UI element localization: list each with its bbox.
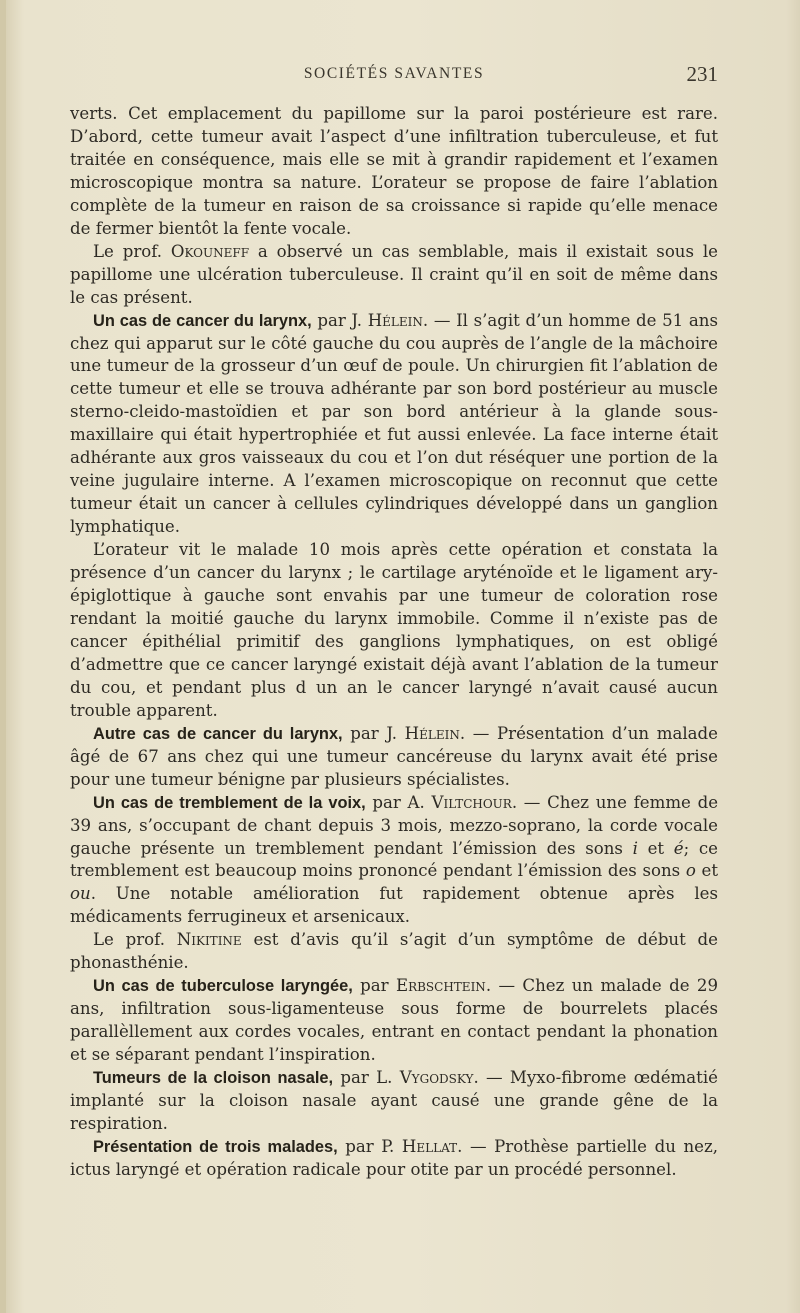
section-heading: Un cas de tremblement de la voix,: [93, 793, 366, 812]
author-name: Erbschtein: [395, 976, 486, 996]
paragraph-nikitine: [70, 929, 718, 975]
paragraph-continued: [70, 103, 718, 241]
paragraph-lead: par L.: [333, 1068, 400, 1088]
author-name: Hellat: [401, 1136, 458, 1156]
running-head-title: SOCIÉTÉS SAVANTES: [303, 65, 485, 82]
section-trois-malades: [70, 1136, 718, 1182]
running-head: [70, 62, 718, 92]
paragraph-text: . — Il s’agit d’un homme de 51 ans chez qui apparut sur le côté gauche du cou auprès de l’angle de la mâchoire une tumeur de la grosseur d’un œuf de poule. Un chirurgien fit l’ablation de cette tumeur et elle se trouva adhérante par son bord postérieur au muscle sterno-cleido-mastoïdien et par son bord antérieur à la glande sous-maxillaire qui était hypertrophiée et fut aussi enlevée. La face interne était adhérante aux gros vaisseaux du cou et l’on dut réséquer une portion de la veine jugulaire interne. A l’examen microscopique on reconnut que cette tumeur était un cancer à cellules cylindriques développé dans un ganglion lymphatique.: [70, 310, 718, 537]
paragraph-text: ; ce tremblement est beaucoup moins prononcé pendant l’émission des sons: [70, 838, 718, 881]
author-name: Nikitine: [176, 930, 242, 950]
section-heading: Autre cas de cancer du larynx,: [93, 724, 343, 743]
paragraph-okouneff: [70, 241, 718, 310]
paragraph-lead: par P.: [337, 1136, 402, 1156]
section-cancer-larynx: [70, 310, 718, 540]
paragraph-lead: par A.: [365, 792, 432, 812]
body-text: [70, 103, 718, 1182]
paragraph-text: . — Prothèse partielle du nez, ictus laryngé et opération radicale pour otite par un procédé personnel.: [70, 1136, 718, 1179]
paragraph-text: . — Chez une femme de 39 ans, s’occupant de chant depuis 3 mois, mezzo-soprano, la corde vocale gauche présente un tremblement pendant l’émission des sons: [70, 792, 719, 858]
paragraph-orateur: [70, 539, 718, 723]
italic-sound: é: [673, 838, 684, 858]
paragraph-text: . — Chez un malade de 29 ans, infiltration sous-ligamenteuse sous forme de bourrelets placés parallèllement aux cordes vocales, entrant en contact pendant la phonation et se séparant pendant l’inspiration.: [70, 976, 719, 1065]
section-autre-cancer: [70, 723, 718, 792]
section-heading: Un cas de cancer du larynx,: [93, 311, 312, 330]
author-name: Viltchour: [431, 792, 512, 812]
section-heading: Un cas de tuberculose laryngée,: [93, 977, 353, 996]
paragraph-text: L’orateur vit le malade 10 mois après cette opération et constata la présence d’un cancer du larynx ; le cartilage aryténoïde et le ligament ary-épiglottique à gauche sont envahis par une tumeur de coloration rose rendant la moitié gauche du larynx immobile. Comme il n’existe pas de cancer épithélial primitif des ganglions lymphatiques, on est obligé d’admettre que ce cancer laryngé existait déjà avant l’ablation de la tumeur du cou, et pendant plus d un an le cancer laryngé n’avait causé aucun trouble apparent.: [70, 540, 718, 720]
page-number: 231: [686, 62, 718, 86]
paragraph-text: . Une notable amélioration fut rapidement obtenue après les médicaments ferrugineux et arsenicaux.: [70, 884, 718, 927]
paragraph-text: . — Présentation d’un malade âgé de 67 ans chez qui une tumeur cancéreuse du larynx avait été prise pour une tumeur bénigne par plusieurs spécialistes.: [70, 723, 718, 789]
paragraph-text: verts. Cet emplacement du papillome sur la paroi postérieure est rare. D’abord, cette tumeur avait l’aspect d’une infiltration tuberculeuse, et fut traitée en conséquence, mais elle se mit à grandir rapidement et l’examen microscopique montra sa nature. L’orateur se propose de faire l’ablation complète de la tumeur en raison de sa croissance si rapide qu’elle menace de fermer bientôt la fente vocale.: [70, 104, 718, 238]
paragraph-text: . — Myxo-fibrome œdématié implanté sur la cloison nasale ayant causé une grande gêne de la respiration.: [70, 1068, 718, 1133]
paragraph-text: est d’avis qu’il s’agit d’un symptôme de début de phonasthénie.: [70, 930, 718, 973]
paragraph-text: a observé un cas semblable, mais il existait sous le papillome une ulcération tuberculeuse. Il craint qu’il en soit de même dans le cas présent.: [70, 241, 718, 307]
section-cloison-nasale: [70, 1067, 718, 1136]
paragraph-lead: par J.: [311, 310, 368, 330]
italic-sound: i: [632, 838, 638, 858]
section-tuberculose: [70, 975, 718, 1067]
paragraph-text: et: [637, 838, 674, 858]
author-name: Vygodsky: [399, 1068, 474, 1088]
italic-sound: o: [685, 861, 696, 881]
author-name: Hélein: [404, 723, 460, 743]
section-tremblement-voix: [70, 792, 718, 930]
paragraph-lead: par J.: [342, 723, 405, 743]
paragraph-lead: Le prof.: [93, 930, 177, 950]
paragraph-text: et: [695, 861, 719, 881]
paragraph-lead: Le prof.: [93, 241, 171, 261]
author-name: Hélein: [367, 310, 423, 330]
author-name: Okouneff: [170, 241, 250, 261]
section-heading: Tumeurs de la cloison nasale,: [93, 1069, 334, 1088]
paragraph-lead: par: [352, 976, 396, 996]
italic-sound: ou: [70, 884, 91, 904]
section-heading: Présentation de trois malades,: [93, 1137, 338, 1156]
